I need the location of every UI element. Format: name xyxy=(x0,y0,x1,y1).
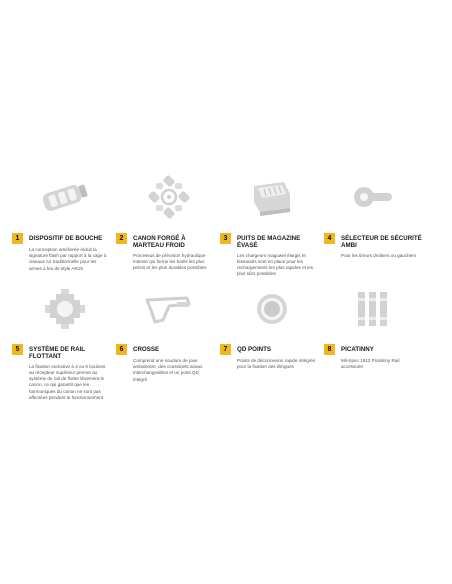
qd-point-icon xyxy=(244,284,300,334)
picatinny-rail-icon xyxy=(344,284,400,334)
feature-number-badge: 4 xyxy=(324,233,335,244)
feature-description: Processus de précision hydraulique intense qui forme les barils les plus précis et les plus durables possibles xyxy=(133,252,207,271)
feature-title: PUITS DE MAGAZINE ÉVASÉ xyxy=(237,235,301,250)
feature-number-badge: 1 xyxy=(12,233,23,244)
feature-4 xyxy=(324,233,424,259)
feature-number-badge: 3 xyxy=(220,233,231,244)
muzzle-device-icon xyxy=(37,172,93,222)
feature-description: Points de déconnexion rapide intégrés pour la fixation des élingues xyxy=(237,358,316,370)
feature-title: SYSTÈME DE RAIL FLOTTANT xyxy=(29,346,85,361)
feature-title: SÉLECTEUR DE SÉCURITÉ AMBI xyxy=(341,235,422,250)
feature-title: QD POINTS xyxy=(237,346,272,353)
feature-number-badge: 8 xyxy=(324,344,335,355)
feature-7 xyxy=(220,344,320,370)
magazine-well-icon xyxy=(244,172,300,222)
safety-selector-icon xyxy=(344,172,400,222)
feature-title: DISPOSITIF DE BOUCHE xyxy=(29,235,103,242)
feature-title: PICATINNY xyxy=(341,346,374,353)
feature-number-badge: 7 xyxy=(220,344,231,355)
hammer-forged-barrel-icon xyxy=(141,172,197,222)
feature-6 xyxy=(116,344,216,383)
feature-number-badge: 5 xyxy=(12,344,23,355)
feature-8 xyxy=(324,344,424,370)
feature-description: La conception améliorée réduit la signature flash par rapport à la cage à oiseaux A2 traditionnelle pour les armes à feu de style AR15 xyxy=(29,247,107,271)
feature-number-badge: 6 xyxy=(116,344,127,355)
feature-description: La fixation exclusive à 4 ou 6 boulons au récepteur supérieur permet au système de rail de flotter librement le canon, ce qui garantit que les harmoniques du canon ne sont pas affectées pendant le fonctionnement xyxy=(29,363,106,400)
stock-icon xyxy=(141,284,197,334)
feature-2 xyxy=(116,233,216,271)
floating-rail-icon xyxy=(37,284,93,334)
feature-title: CROSSE xyxy=(133,346,160,353)
feature-number-badge: 2 xyxy=(116,233,127,244)
feature-description: Mil-Spec 1913 Picatinny Rail accessoire xyxy=(341,358,400,370)
feature-description: Les chargeurs maguwel élargis et biseautés sont en place pour les rechargements les plus rapides et les plus sûrs possibles xyxy=(237,252,314,277)
feature-1 xyxy=(12,233,112,272)
feature-5 xyxy=(12,344,112,401)
feature-description: Pour les tireurs droitiers ou gauchers xyxy=(341,252,417,258)
feature-3 xyxy=(220,233,320,278)
feature-title: CANON FORGÉ À MARTEAU FROID xyxy=(133,235,186,250)
feature-description: Comprend une soudure de joue ambidextre, des coussinets anaux interchangeables et un point QD intégré xyxy=(133,358,203,382)
